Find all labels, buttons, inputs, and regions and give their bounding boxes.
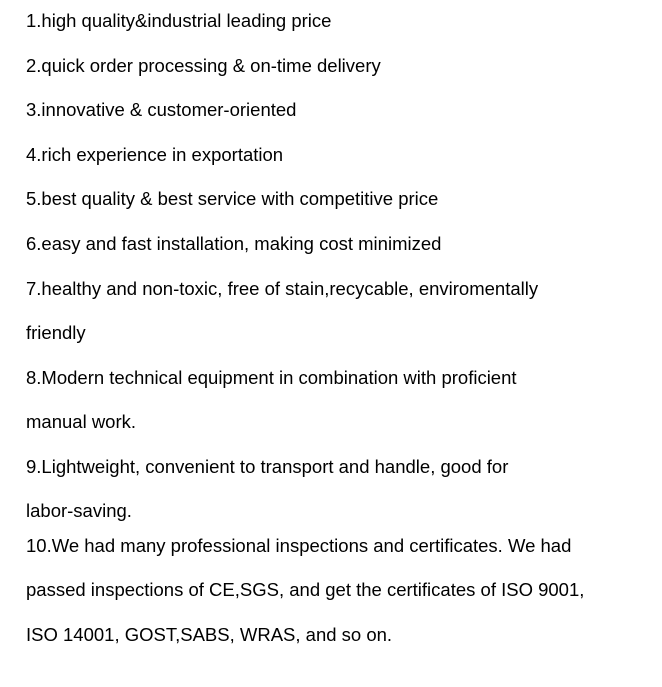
feature-line-9: 9.Lightweight, convenient to transport and handle, good for — [26, 456, 509, 477]
feature-line-9-continued: labor-saving. — [26, 500, 132, 521]
feature-line-3: 3.innovative & customer-oriented — [26, 99, 297, 120]
feature-line-4: 4.rich experience in exportation — [26, 144, 284, 165]
feature-line-7: 7.healthy and non-toxic, free of stain,recycable, enviromentally — [26, 278, 539, 299]
feature-line-7-continued: friendly — [26, 322, 86, 343]
feature-line-8: 8.Modern technical equipment in combination with proficient — [26, 367, 517, 388]
feature-line-6: 6.easy and fast installation, making cost minimized — [26, 233, 442, 254]
feature-line-10-continued-2: ISO 14001, GOST,SABS, WRAS, and so on. — [26, 624, 393, 645]
feature-line-10: 10.We had many professional inspections and certificates. We had — [26, 535, 572, 556]
feature-line-10-continued-1: passed inspections of CE,SGS, and get the certificates of ISO 9001, — [26, 579, 585, 600]
feature-line-8-continued: manual work. — [26, 411, 137, 432]
feature-line-5: 5.best quality & best service with competitive price — [26, 188, 439, 209]
feature-line-1: 1.high quality&industrial leading price — [26, 10, 332, 31]
feature-line-2: 2.quick order processing & on-time delivery — [26, 55, 381, 76]
